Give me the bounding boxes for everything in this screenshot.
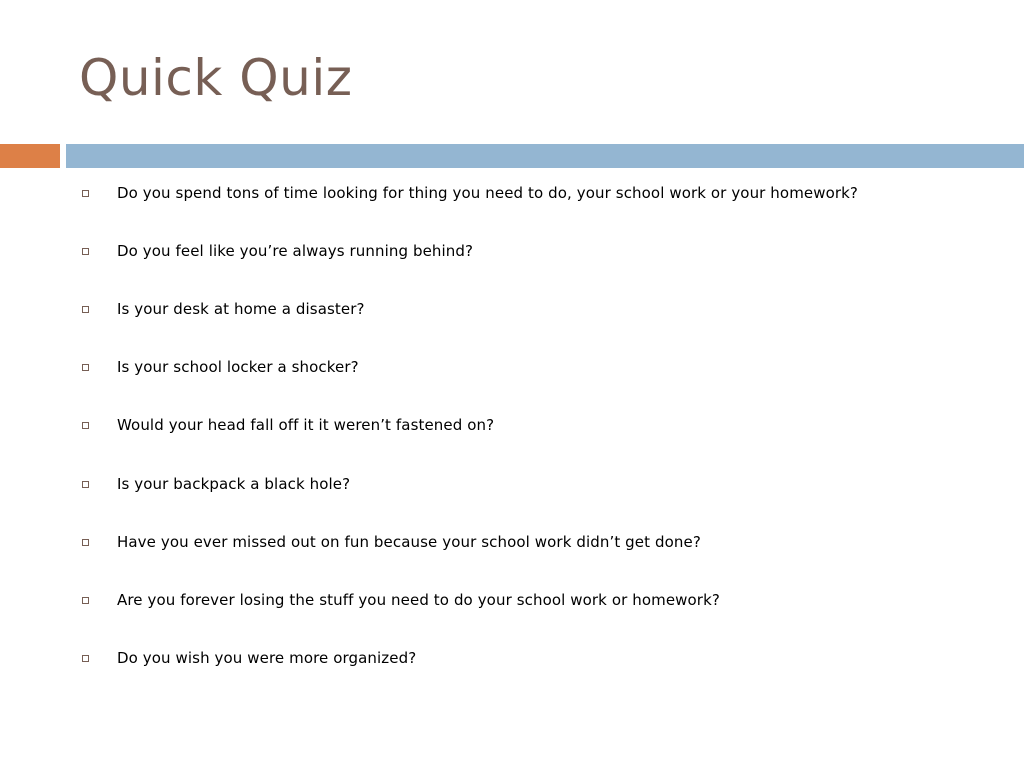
list-item	[80, 588, 1010, 612]
bullet-text: Is your backpack a black hole?	[117, 475, 351, 493]
list-item	[80, 472, 1010, 496]
hollow-square-bullet-icon	[82, 655, 89, 662]
list-item	[80, 413, 1010, 437]
list-item	[80, 646, 1010, 670]
list-item	[80, 297, 1010, 321]
list-item	[80, 181, 1010, 205]
slide-title: Quick Quiz	[79, 49, 353, 107]
hollow-square-bullet-icon	[82, 248, 89, 255]
bullet-text: Is your desk at home a disaster?	[117, 300, 365, 318]
list-item	[80, 530, 1010, 554]
hollow-square-bullet-icon	[82, 190, 89, 197]
hollow-square-bullet-icon	[82, 481, 89, 488]
hollow-square-bullet-icon	[82, 597, 89, 604]
hollow-square-bullet-icon	[82, 539, 89, 546]
hollow-square-bullet-icon	[82, 364, 89, 371]
list-item	[80, 355, 1010, 379]
hollow-square-bullet-icon	[82, 422, 89, 429]
hollow-square-bullet-icon	[82, 306, 89, 313]
bullet-text: Do you spend tons of time looking for thing you need to do, your school work or your homework?	[117, 184, 858, 202]
bullet-text: Do you feel like you’re always running behind?	[117, 242, 474, 260]
bullet-text: Would your head fall off it it weren’t fastened on?	[117, 416, 495, 434]
bullet-text: Do you wish you were more organized?	[117, 649, 417, 667]
bullet-text: Is your school locker a shocker?	[117, 358, 359, 376]
bullet-text: Are you forever losing the stuff you need to do your school work or homework?	[117, 591, 720, 609]
list-item	[80, 239, 1010, 263]
bullet-text: Have you ever missed out on fun because your school work didn’t get done?	[117, 533, 701, 551]
